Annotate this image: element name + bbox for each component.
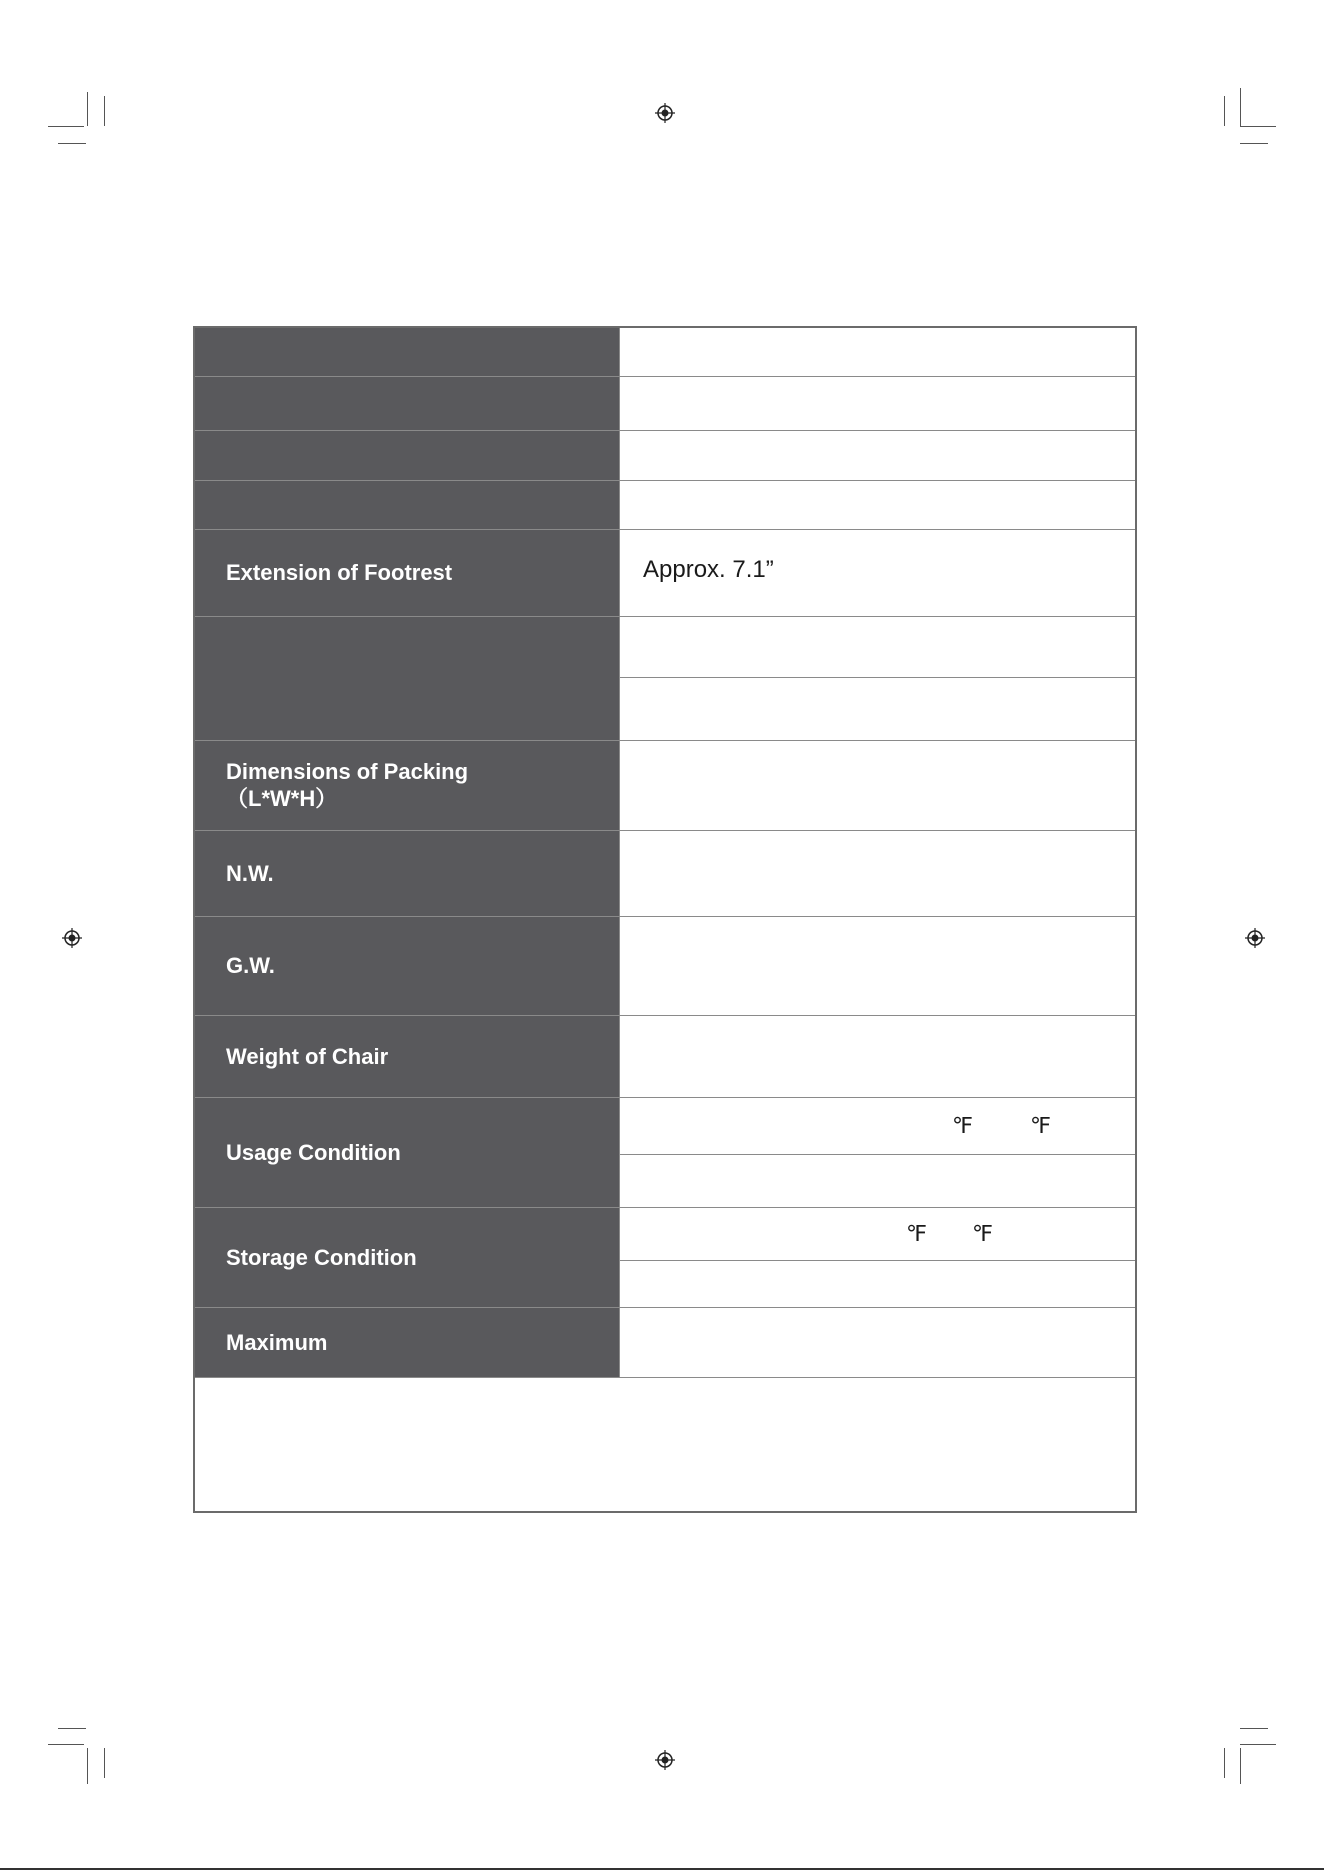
spec-label-weight-of-chair: Weight of Chair: [194, 1015, 620, 1097]
spec-label: [194, 376, 620, 430]
spec-label: [194, 430, 620, 480]
registration-mark-icon: [655, 103, 675, 123]
table-row: [194, 1377, 1136, 1512]
table-row: [194, 529, 1136, 616]
fahrenheit-unit: ℉: [1030, 1112, 1051, 1138]
spec-label-usage-condition: Usage Condition: [194, 1097, 620, 1207]
crop-mark-icon: [48, 126, 84, 127]
spec-label-storage-condition: Storage Condition: [194, 1207, 620, 1307]
registration-mark-icon: [62, 928, 82, 948]
spec-value: [620, 616, 1137, 677]
spec-value: [620, 1154, 1137, 1207]
registration-mark-icon: [1245, 928, 1265, 948]
spec-label-extension-of-footrest: Extension of Footrest: [194, 529, 620, 616]
spec-label: [194, 480, 620, 529]
spec-value: [620, 677, 1137, 740]
crop-mark-icon: [1240, 1748, 1241, 1784]
spec-label: [194, 616, 620, 740]
crop-mark-icon: [1240, 1728, 1268, 1729]
registration-mark-icon: [655, 1750, 675, 1770]
crop-mark-icon: [104, 96, 105, 126]
table-row: [194, 1015, 1136, 1097]
table-row: [194, 916, 1136, 1015]
crop-mark-icon: [58, 143, 86, 144]
crop-mark-icon: [87, 1748, 88, 1784]
crop-mark-icon: [1240, 126, 1276, 127]
crop-mark-icon: [1240, 1744, 1276, 1745]
crop-mark-icon: [1224, 96, 1225, 126]
table-row: [194, 830, 1136, 916]
table-row: [194, 740, 1136, 830]
spec-label-maximum: Maximum: [194, 1307, 620, 1377]
spec-value: [620, 376, 1137, 430]
spec-value: [620, 830, 1137, 916]
spec-value: [620, 430, 1137, 480]
specifications-table: [193, 326, 1137, 1513]
crop-mark-icon: [58, 1728, 86, 1729]
crop-mark-icon: [1240, 88, 1241, 126]
table-row: [194, 327, 1136, 376]
page-edge-line: [0, 1868, 1324, 1870]
table-row: [194, 616, 1136, 677]
crop-mark-icon: [48, 1744, 84, 1745]
crop-mark-icon: [1224, 1748, 1225, 1778]
crop-mark-icon: [1240, 143, 1268, 144]
spec-value-storage-temperature: [620, 1207, 1137, 1260]
spec-label-gw: G.W.: [194, 916, 620, 1015]
crop-mark-icon: [87, 92, 88, 126]
crop-mark-icon: [104, 1748, 105, 1778]
spec-label: [194, 327, 620, 376]
spec-value: [620, 1307, 1137, 1377]
fahrenheit-unit: ℉: [906, 1220, 927, 1246]
table-row: [194, 1307, 1136, 1377]
spec-value: [620, 480, 1137, 529]
spec-value-extension-of-footrest: Approx. 7.1”: [620, 529, 1137, 616]
spec-label-nw: N.W.: [194, 830, 620, 916]
spec-value-usage-temperature: [620, 1097, 1137, 1154]
spec-value: [620, 1015, 1137, 1097]
spec-value: [620, 1260, 1137, 1307]
table-row: [194, 1207, 1136, 1260]
spec-label-line: （L*W*H）: [226, 786, 338, 811]
table-row: [194, 430, 1136, 480]
spec-value: [620, 916, 1137, 1015]
fahrenheit-unit: ℉: [952, 1112, 973, 1138]
spec-label-line: Dimensions of Packing: [226, 759, 469, 784]
table-row: [194, 1097, 1136, 1154]
spec-value: [620, 740, 1137, 830]
fahrenheit-unit: ℉: [972, 1220, 993, 1246]
spec-note: [194, 1377, 1136, 1512]
spec-label-dimensions-of-packing: [194, 740, 620, 830]
spec-value: [620, 327, 1137, 376]
table-row: [194, 376, 1136, 430]
table-row: [194, 480, 1136, 529]
